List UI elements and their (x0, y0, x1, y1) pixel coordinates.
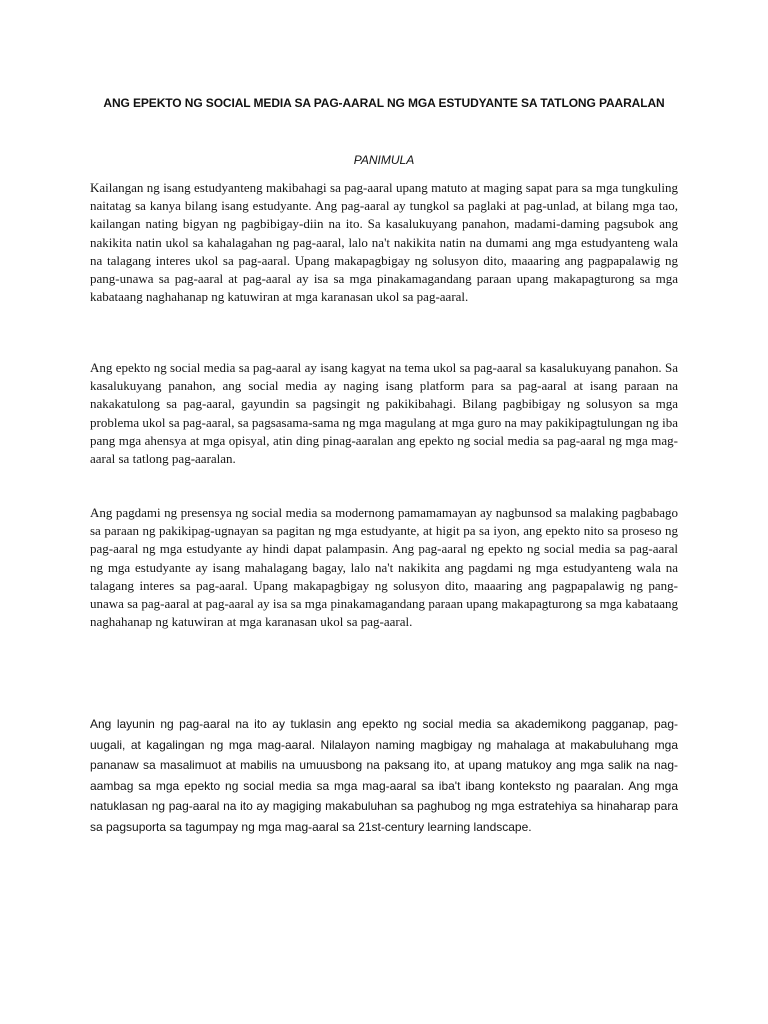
paragraph-1: Kailangan ng isang estudyanteng makibahagi sa pag-aaral upang matuto at maging sapat para sa mga tungkuling naitatag sa kanya bilang isang estudyante. Ang pag-aaral ay tungkol sa paglaki at pag-unlad, at bilang mga tao, kailangan nating bigyan ng pagbibigay-diin na ito. Sa kasalukuyang panahon, madami-daming pagsubok ang nakikita natin ukol sa kahalagahan ng pag-aaral, lalo na't nakikita natin na dumami ang mga estudyanteng wala na talagang interes ukol sa pag-aaral. Upang makapagbigay ng solusyon dito, maaaring ang pagpapalawig ng pang-unawa sa pag-aaral at pag-aaral ay isa sa mga pinakamagandang paraan upang makapagturong sa mga kabataang naghahanap ng katuwiran at mga karanasan ukol sa pag-aaral. (90, 180, 678, 305)
section-heading: PANIMULA (353, 153, 415, 167)
paragraph-4: Ang layunin ng pag-aaral na ito ay tuklasin ang epekto ng social media sa akademikong pagganap, pag-uugali, at kagalingan ng mga mag-aaral. Nilalayon naming magbigay ng mahalaga at makabuluhang mga pananaw sa masalimuot at mabilis na umuusbong na paksang ito, at upang matukoy ang mga salik na nag-aambag sa mga epekto ng social media sa mga mag-aaral sa iba't ibang konteksto ng paaralan. Ang mga natuklasan ng pag-aaral na ito ay magiging makabuluhan sa paghubog ng mga estratehiya sa hinaharap para sa pagsuporta sa tagumpay ng mga mag-aaral sa 21st-century learning landscape. (90, 717, 678, 834)
paragraph-2: Ang epekto ng social media sa pag-aaral ay isang kagyat na tema ukol sa pag-aaral sa kasalukuyang panahon. Sa kasalukuyang panahon, ang social media ay naging isang platform para sa pag-aaral at isang paraan na nakakatulong sa pag-aaral, gayundin sa pagsingit ng pakikibahagi. Bilang pagbibigay ng solusyon sa mga problema ukol sa pag-aaral, sa pagsasama-sama ng mga magulang at mga guro na may pakikipagtulungan ng iba pang mga ahensya at mga opisyal, atin ding pinag-aaralan ang epekto ng social media sa pag-aaral ng mga mag-aaral sa tatlong pag-aaralan. (90, 360, 678, 467)
paragraph-3: Ang pagdami ng presensya ng social media sa modernong pamamamayan ay nagbunsod sa malaking pagbabago sa paraan ng pakikipag-ugnayan sa pagitan ng mga estudyante, at higit pa sa iyon, ang epekto nito sa proseso ng pag-aaral ng mga estudyante ay hindi dapat palampasin. Ang pag-aaral ng epekto ng social media sa pag-aaral ng mga estudyante ay isang mahalagang bagay, lalo na't nakikita ang pagdami ng mga estudyanteng wala na talagang interes sa pag-aaral. Upang makapagbigay ng solusyon dito, maaaring ang pagpapalawig ng pang-unawa sa pag-aaral at pag-aaral ay isa sa mga pinakamagandang paraan upang makapagturong sa mga kabataang naghahanap ng katuwiran at mga karanasan ukol sa pag-aaral. (90, 505, 678, 630)
document-title: ANG EPEKTO NG SOCIAL MEDIA SA PAG-AARAL NG MGA ESTUDYANTE SA TATLONG PAARALAN (103, 96, 665, 110)
